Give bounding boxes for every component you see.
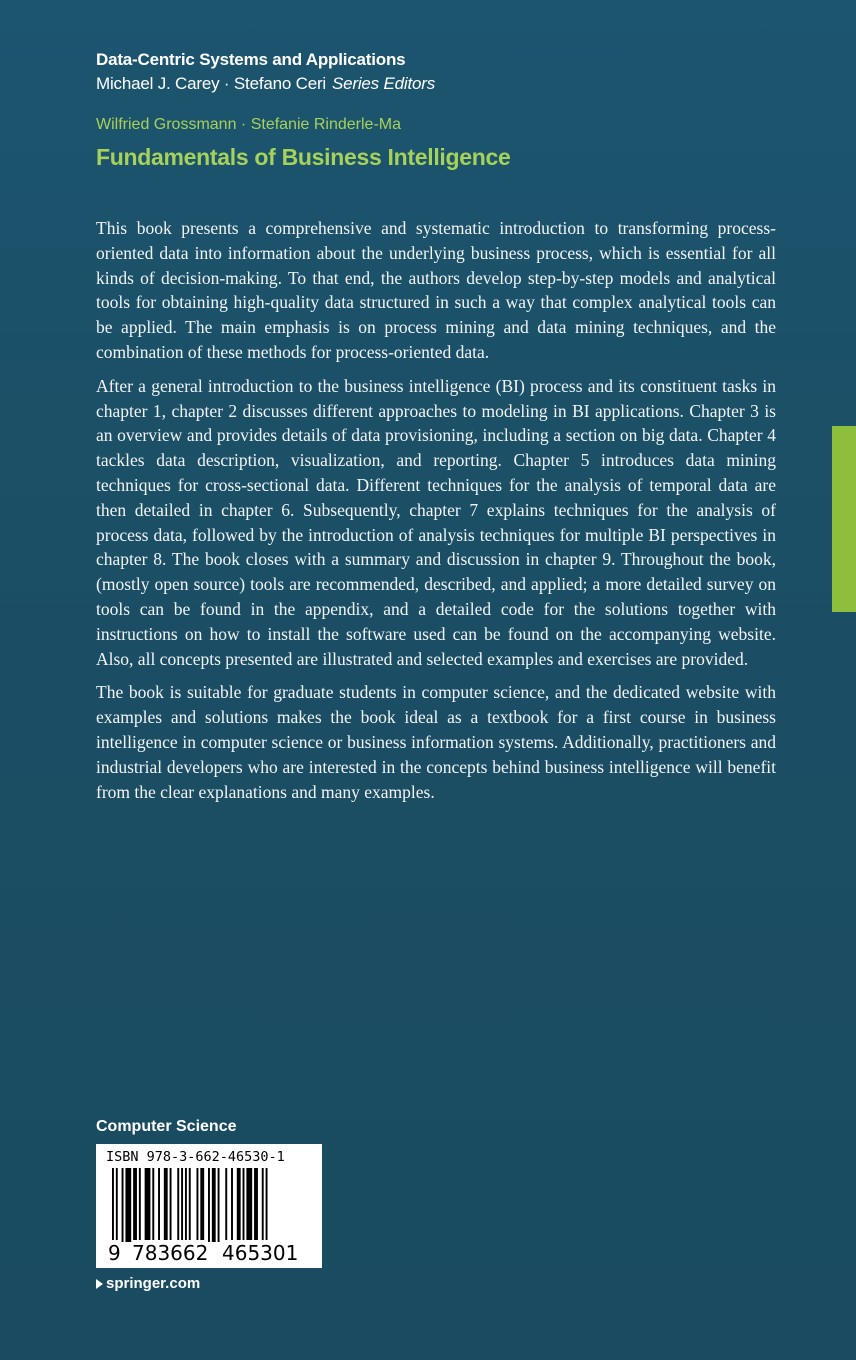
barcode-bar (231, 1168, 233, 1242)
barcode-bar (177, 1168, 179, 1242)
barcode-bar (208, 1168, 210, 1242)
description-paragraph-2: After a general introduction to the business intelligence (BI) process and its constituent tasks in chapter 1, chapter 2 discusses different approaches to modeling in BI applications. Chapter 3 is an overview and provides details of data provisioning, including a section on big data. Chapter 4 tackles data description, visualization, and reporting. Chapter 5 introduces data mining techniques for cross-sectional data. Different techniques for the analysis of temporal data are then detailed in chapter 6. Subsequently, chapter 7 explains techniques for the analysis of process data, followed by the introduction of analysis techniques for multiple BI perspectives in chapter 8. The book closes with a summary and discussion in chapter 9. Throughout the book, (mostly open source) tools are recommended, described, and applied; a more detailed survey on tools can be found in the appendix, and a detailed code for the solutions together with instructions on how to install the software used can be found on the accompanying website. Also, all concepts presented are illustrated and selected examples and exercises are provided. (96, 375, 776, 669)
barcode-bar (243, 1168, 245, 1242)
series-editors-role: Series Editors (332, 74, 436, 93)
barcode-bar (218, 1168, 220, 1242)
barcode-bar (196, 1168, 198, 1242)
barcode-bar (152, 1168, 154, 1242)
barcode-bar (181, 1168, 183, 1242)
barcode-bar (145, 1168, 151, 1242)
book-description (96, 216, 776, 813)
subject-category: Computer Science (96, 1118, 237, 1135)
barcode-bar (225, 1168, 227, 1242)
book-authors: Wilfried Grossmann · Stefanie Rinderle-Ma (96, 116, 401, 133)
series-title: Data-Centric Systems and Applications (96, 50, 406, 69)
barcode-bar (158, 1168, 160, 1242)
barcode-digits-right: 465301 (222, 1241, 299, 1265)
isbn-barcode (96, 1144, 322, 1268)
spine-accent-tab (832, 426, 856, 612)
barcode-digits (96, 1240, 322, 1266)
publisher-website[interactable] (96, 1274, 200, 1294)
barcode-bar (122, 1168, 124, 1242)
barcode-bar (212, 1168, 216, 1242)
barcode-bar (164, 1168, 168, 1242)
barcode-bar (237, 1168, 241, 1242)
series-editors-names: Michael J. Carey · Stefano Ceri (96, 74, 326, 93)
barcode-bar (254, 1168, 258, 1242)
description-paragraph-3: The book is suitable for graduate students in computer science, and the dedicated website with examples and solutions makes the book ideal as a textbook for a first course in business intelligence in computer science or business information systems. Additionally, practitioners and industrial developers who are interested in the concepts behind business intelligence will benefit from the clear explanations and many examples. (96, 682, 776, 802)
description-paragraph-1: This book presents a comprehensive and systematic introduction to transforming process-oriented data into information about the underlying business process, which is essential for all kinds of decision-making. To that end, the authors develop step-by-step models and analytical tools for obtaining high-quality data structured in such a way that complex analytical tools can be applied. The main emphasis is on process mining and data mining techniques, and the combination of these methods for process-oriented data. (96, 218, 776, 362)
series-header (96, 48, 796, 96)
arrow-right-icon (96, 1279, 103, 1289)
barcode-bar (170, 1168, 172, 1242)
barcode-digits-left: 783662 (132, 1241, 209, 1265)
publisher-website-label: springer.com (106, 1275, 201, 1292)
barcode-bar (262, 1168, 264, 1242)
barcode-bar (133, 1168, 137, 1242)
barcode-bar (246, 1168, 252, 1242)
series-editors (96, 72, 796, 96)
barcode-bar (200, 1168, 204, 1242)
isbn-label: ISBN 978-3-662-46530-1 (106, 1149, 285, 1165)
barcode-bar (125, 1168, 131, 1242)
barcode-bar (139, 1168, 141, 1242)
book-title: Fundamentals of Business Intelligence (96, 144, 511, 170)
barcode-digit-first: 9 (108, 1241, 121, 1265)
